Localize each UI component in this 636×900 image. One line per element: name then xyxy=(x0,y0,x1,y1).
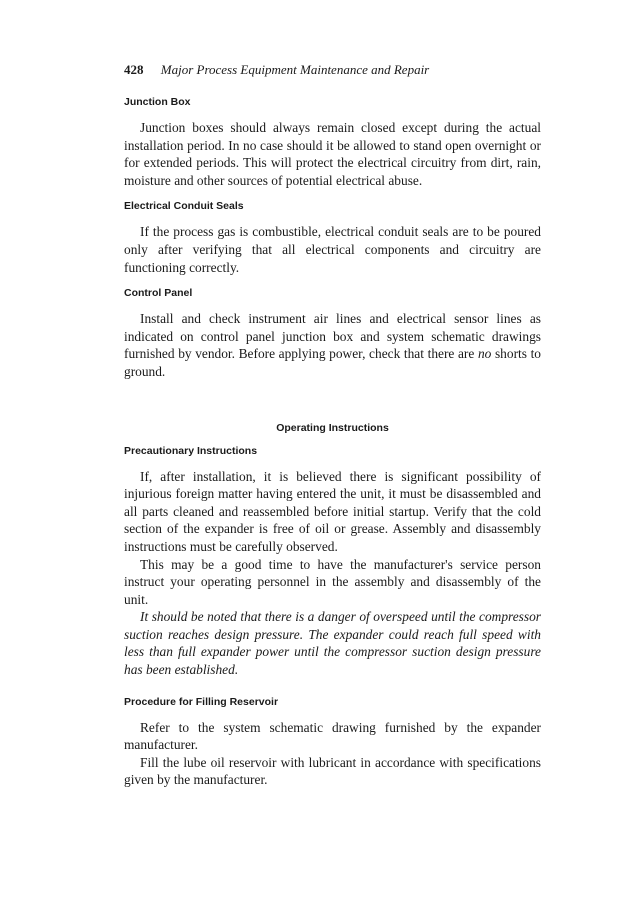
heading-precautionary: Precautionary Instructions xyxy=(124,444,258,457)
paragraph: If, after installation, it is believed there is significant possibility of injurious foreign matter having entered the unit, it must be disassembled and all parts cleaned and reassembled before initial startup. Verify that the cold section of the expander is free of oil or grease. Assembly and disassembly instructions must be carefully observed. xyxy=(124,468,541,554)
section-control-panel xyxy=(124,310,541,380)
section-precautionary xyxy=(124,468,541,679)
paragraph: If the process gas is combustible, electrical conduit seals are to be poured only after verifying that all electrical components and circuitry are functioning correctly. xyxy=(124,224,541,275)
heading-control-panel: Control Panel xyxy=(124,287,193,300)
paragraph: Junction boxes should always remain closed except during the actual installation period. In no case should it be allowed to stand open overnight or for extended periods. This will protect the electrical circuitry from dirt, rain, moisture and other sources of potential electrical abuse. xyxy=(124,120,541,188)
paragraph-warning: It should be noted that there is a danger of overspeed until the compressor suction reaches design pressure. The expander could reach full speed with less than full expander power until the compressor suction design pressure has been established. xyxy=(124,609,541,678)
running-head xyxy=(124,62,541,78)
heading-conduit-seals: Electrical Conduit Seals xyxy=(124,200,244,213)
page-number: 428 xyxy=(124,62,144,77)
section-conduit-seals xyxy=(124,223,541,276)
heading-operating-instructions: Operating Instructions xyxy=(276,421,389,434)
heading-filling-reservoir: Procedure for Filling Reservoir xyxy=(124,695,279,708)
emphasis: no xyxy=(477,346,492,362)
paragraph: This may be a good time to have the manufacturer's service person instruct your operating personnel in the assembly and disassembly of the unit. xyxy=(124,556,541,607)
book-title: Major Process Equipment Maintenance and Repair xyxy=(160,62,430,77)
page-content xyxy=(124,62,541,800)
section-filling-reservoir xyxy=(124,719,541,789)
paragraph: Refer to the system schematic drawing furnished by the expander manufacturer. xyxy=(124,719,541,753)
paragraph: Install and check instrument air lines and electrical sensor lines as indicated on control panel junction box and system schematic drawings furnished by vendor. Before applying power, check that there are no shorts to ground. xyxy=(124,311,541,379)
heading-junction-box: Junction Box xyxy=(124,96,191,108)
section-junction-box xyxy=(124,119,541,189)
paragraph: Fill the lube oil reservoir with lubricant in accordance with specifications given by the manufacturer. xyxy=(124,754,541,788)
